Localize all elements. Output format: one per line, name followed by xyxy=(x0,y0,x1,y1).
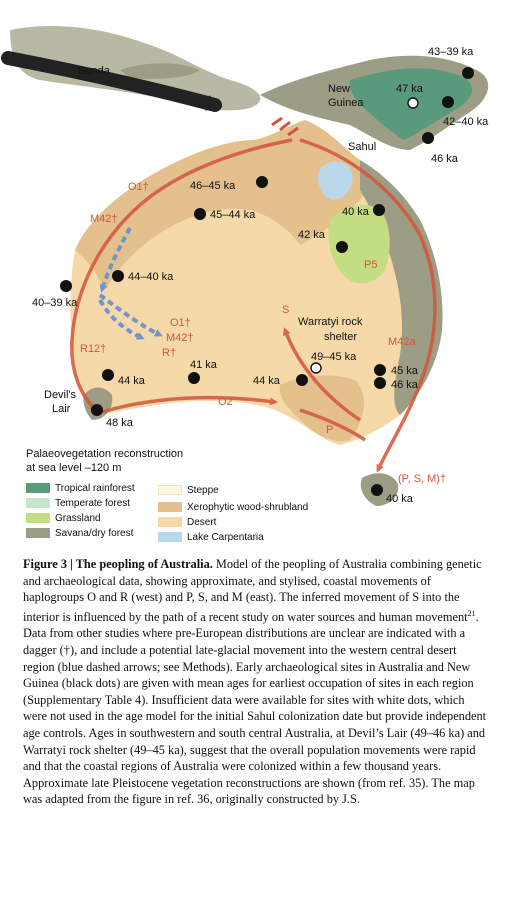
legend-item-tropical-rainforest xyxy=(26,483,135,495)
legend-swatch xyxy=(158,502,182,512)
legend-swatch xyxy=(26,498,50,508)
site-label: 41 ka xyxy=(190,359,217,371)
legend-label: Desert xyxy=(187,517,217,528)
site-dot xyxy=(60,280,72,292)
haplogroup-o1-centre: O1† xyxy=(170,317,191,329)
site-dot xyxy=(188,372,200,384)
haplogroup-r-centre: R† xyxy=(162,347,177,359)
legend-swatch xyxy=(26,513,50,523)
warratyi-label-1: Warratyi rock xyxy=(298,316,363,328)
haplogroup-m42a: M42a xyxy=(388,336,416,348)
land-masses xyxy=(10,26,488,506)
legend-swatch xyxy=(158,485,182,495)
legend-label: Tropical rainforest xyxy=(55,483,135,494)
site-dot-white xyxy=(311,363,321,373)
site-dot xyxy=(374,364,386,376)
haplogroup-o1: O1† xyxy=(128,181,149,193)
legend-item-steppe xyxy=(158,485,219,497)
haplogroup-r12: R12† xyxy=(80,343,107,355)
new-guinea-label-2: Guinea xyxy=(328,97,364,109)
site-label: 48 ka xyxy=(106,417,133,429)
legend-swatch xyxy=(158,517,182,527)
legend-item-grassland xyxy=(26,513,101,525)
legend-item-lake-carpentaria xyxy=(158,532,264,544)
site-label: 40–39 ka xyxy=(32,297,78,309)
legend-item-desert xyxy=(158,517,216,529)
site-dot xyxy=(91,404,103,416)
figure-caption xyxy=(23,556,491,808)
haplogroup-p: P xyxy=(326,424,334,436)
site-label: 49–45 ka xyxy=(311,351,357,363)
site-dot xyxy=(442,96,454,108)
legend-label: Xerophytic wood-shrubland xyxy=(187,502,309,513)
site-label: 44 ka xyxy=(253,375,280,387)
site-dot xyxy=(462,67,474,79)
site-label: 42 ka xyxy=(298,229,325,241)
haplogroup-s: S xyxy=(282,304,290,316)
warratyi-label-2: shelter xyxy=(324,331,358,343)
legend-item-temperate-forest xyxy=(26,498,130,510)
site-dot xyxy=(296,374,308,386)
site-label: 43–39 ka xyxy=(428,46,474,58)
legend-label: Grassland xyxy=(55,513,101,524)
site-label: 47 ka xyxy=(396,83,423,95)
haplogroup-m42-west: M42† xyxy=(90,213,118,225)
site-dot xyxy=(102,369,114,381)
site-dot xyxy=(256,176,268,188)
legend-item-xerophytic xyxy=(158,502,308,514)
site-dot xyxy=(422,132,434,144)
legend-title-line-2: at sea level –120 m xyxy=(26,462,122,474)
haplogroup-o2: O2 xyxy=(218,396,233,408)
vegetation-legend xyxy=(26,483,386,543)
site-label: 40 ka xyxy=(386,493,413,505)
caption-sentence-1: Model of the peopling of Australia combining genetic and archaeological data, showing approximate, and stylised, coastal movements of haplogroups O and R (west) and P, S, and M (east). The inferred movement of S into the interior is influenced by the path of a recent study on water sources and human movement xyxy=(23,557,482,624)
site-dot xyxy=(112,270,124,282)
caption-body: . Data from other studies where pre-European distributions are unclear are indicated with a dagger (†), and include a potential late-glacial movement into the western central desert region (blue dashed arrows; see Methods). Early archaeological sites in Australia and New Guinea (black dots) are given with mean ages for earliest occupation of sites in each region (Supplementary Table 4). Insufficient data were available for sites with white dots, which were not used in the age model for the initial Sahul colonization date but provide independent age controls. Ages in southwestern and south central Australia, at Devil’s Lair (49–46 ka) and Warratyi rock shelter (49–45 ka), suggest that the overall population movements were rapid and that the coastal regions of Australia were colonized within a few thousand years. Approximate late Pleistocene vegetation reconstructions are shown (from ref. 35). The map was adapted from the figure in ref. 36, originally constructed by J.S. xyxy=(23,609,487,807)
new-guinea-label-1: New xyxy=(328,83,351,95)
devils-lair-label-1: Devil's xyxy=(44,389,77,401)
legend-label: Steppe xyxy=(187,485,219,496)
sahul-label: Sahul xyxy=(348,141,377,153)
figure-label: Figure 3 | The peopling of Australia. xyxy=(23,557,213,571)
legend-swatch xyxy=(158,532,182,542)
site-dot xyxy=(194,208,206,220)
site-label: 42–40 ka xyxy=(443,116,489,128)
site-label: 46 ka xyxy=(431,153,458,165)
site-label: 44 ka xyxy=(118,375,145,387)
site-dot xyxy=(374,377,386,389)
site-dot xyxy=(336,241,348,253)
legend-title xyxy=(26,447,286,475)
site-dot-white xyxy=(408,98,418,108)
site-label: 46–45 ka xyxy=(190,180,236,192)
sunda-label: Sunda xyxy=(78,65,110,77)
legend-label: Savana/dry forest xyxy=(55,528,134,539)
site-label: 45–44 ka xyxy=(210,209,256,221)
site-label: 45 ka xyxy=(391,365,418,377)
legend-swatch xyxy=(26,528,50,538)
haplogroup-p5: P5 xyxy=(364,259,378,271)
legend-swatch xyxy=(26,483,50,493)
site-label: 46 ka xyxy=(391,379,418,391)
caption-reference-21: 21 xyxy=(467,608,476,618)
legend-title-line-1: Palaeovegetation reconstruction xyxy=(26,448,184,460)
legend-item-savana-dry-forest xyxy=(26,528,133,540)
haplogroup-psm: (P, S, M)† xyxy=(398,473,447,485)
devils-lair-label-2: Lair xyxy=(52,403,71,415)
legend-label: Lake Carpentaria xyxy=(187,532,264,543)
legend-label: Temperate forest xyxy=(55,498,131,509)
site-label: 44–40 ka xyxy=(128,271,174,283)
haplogroup-m42-centre: M42† xyxy=(166,332,194,344)
site-label: 40 ka xyxy=(342,206,369,218)
site-dot xyxy=(373,204,385,216)
